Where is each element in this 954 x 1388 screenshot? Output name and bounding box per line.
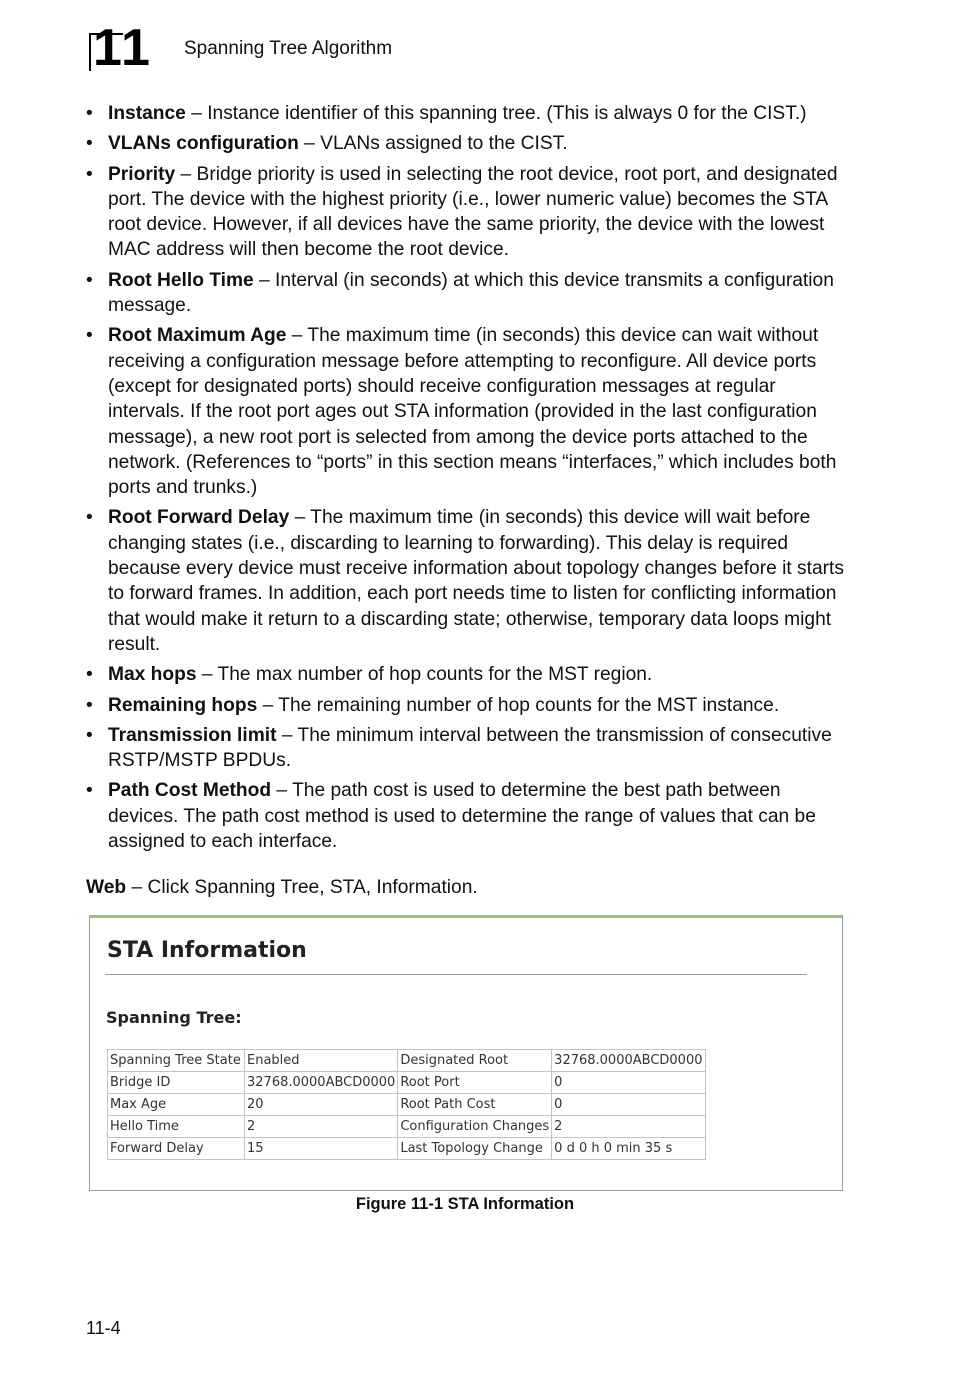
term: Root Maximum Age xyxy=(108,325,287,347)
table-cell: Hello Time xyxy=(108,1116,245,1138)
table-cell: 2 xyxy=(552,1116,705,1138)
list-item xyxy=(86,505,856,657)
list-item xyxy=(86,693,856,718)
table-cell: 0 d 0 h 0 min 35 s xyxy=(552,1138,705,1160)
table-cell: Max Age xyxy=(108,1094,245,1116)
table-cell: Root Path Cost xyxy=(398,1094,552,1116)
table-cell: Enabled xyxy=(245,1050,398,1072)
term: Priority xyxy=(108,163,176,185)
table-cell: 2 xyxy=(245,1116,398,1138)
table-row xyxy=(108,1050,706,1072)
title-divider xyxy=(105,974,807,975)
table-cell: 0 xyxy=(552,1094,705,1116)
web-instruction xyxy=(86,875,478,900)
table-row xyxy=(108,1138,706,1160)
list-item xyxy=(86,162,856,263)
table-cell: 0 xyxy=(552,1072,705,1094)
sta-information-screenshot xyxy=(89,915,843,1191)
table-row xyxy=(108,1072,706,1094)
term: Remaining hops xyxy=(108,694,258,716)
description: – The max number of hop counts for the MST region. xyxy=(196,664,653,686)
description: – The maximum time (in seconds) this device can wait without receiving a configuration message before attempting to reconfigure. All device ports (except for designated ports) should receive configuration messages at regular intervals. If the root port ages out STA information (provided in the last configuration message), a new root port is selected from among the device ports attached to the network. (References to “ports” in this section means “interfaces,” which includes both ports and trunks.) xyxy=(108,325,837,499)
term: Root Hello Time xyxy=(108,269,254,291)
list-item xyxy=(86,723,856,774)
term: Max hops xyxy=(108,664,197,686)
list-item xyxy=(86,268,856,319)
description: – The remaining number of hop counts for the MST instance. xyxy=(257,694,780,716)
description: – The path cost is used to determine the best path between devices. The path cost method is used to determine the range of values that can be assigned to each interface. xyxy=(108,780,816,853)
description: – VLANs assigned to the CIST. xyxy=(298,133,568,155)
table-cell: Spanning Tree State xyxy=(108,1050,245,1072)
table-cell: Designated Root xyxy=(398,1050,552,1072)
term: VLANs configuration xyxy=(108,133,299,155)
description: – Interval (in seconds) at which this device transmits a configuration message. xyxy=(108,269,834,317)
table-row xyxy=(108,1094,706,1116)
description: – Bridge priority is used in selecting the root device, root port, and designated port. The device with the highest priority (i.e., lower numeric value) becomes the STA root device. However, if all devices have the same priority, the device with the lowest MAC address will then become the root device. xyxy=(108,163,838,261)
description: – The maximum time (in seconds) this device will wait before changing states (i.e., discarding to learning to forwarding). This delay is required because every device must receive information about topology changes before it starts to forward frames. In addition, each port needs time to listen for conflicting information that would make it return to a discarding state; otherwise, temporary data loops might result. xyxy=(108,507,844,655)
table-cell: 20 xyxy=(245,1094,398,1116)
list-item xyxy=(86,778,856,854)
running-title: Spanning Tree Algorithm xyxy=(184,38,393,59)
page-number: 11-4 xyxy=(86,1318,121,1338)
section-label: Spanning Tree: xyxy=(106,1008,242,1027)
table-cell: Last Topology Change xyxy=(398,1138,552,1160)
table-cell: 32768.0000ABCD0000 xyxy=(552,1050,705,1072)
table-cell: Forward Delay xyxy=(108,1138,245,1160)
web-text: – Click Spanning Tree, STA, Information. xyxy=(126,877,478,898)
term: Path Cost Method xyxy=(108,780,272,802)
table-cell: Bridge ID xyxy=(108,1072,245,1094)
list-item xyxy=(86,662,856,687)
table-cell: Configuration Changes xyxy=(398,1116,552,1138)
table-cell: Root Port xyxy=(398,1072,552,1094)
description: – Instance identifier of this spanning tree. (This is always 0 for the CIST.) xyxy=(185,103,807,124)
table-cell: 32768.0000ABCD0000 xyxy=(245,1072,398,1094)
description: – The minimum interval between the transmission of consecutive RSTP/MSTP BPDUs. xyxy=(108,724,832,772)
web-label: Web xyxy=(86,877,127,898)
figure-title: STA Information xyxy=(107,938,307,963)
sta-table xyxy=(107,1049,706,1160)
term: Instance xyxy=(108,103,186,124)
chapter-number: 11 xyxy=(93,19,152,77)
list-item xyxy=(86,323,856,500)
table-cell: 15 xyxy=(245,1138,398,1160)
figure-caption: Figure 11-1 STA Information xyxy=(355,1195,575,1213)
definition-list xyxy=(86,101,856,859)
term: Transmission limit xyxy=(108,724,277,746)
term: Root Forward Delay xyxy=(108,507,290,529)
table-row xyxy=(108,1116,706,1138)
list-item xyxy=(86,101,856,126)
list-item xyxy=(86,131,856,156)
